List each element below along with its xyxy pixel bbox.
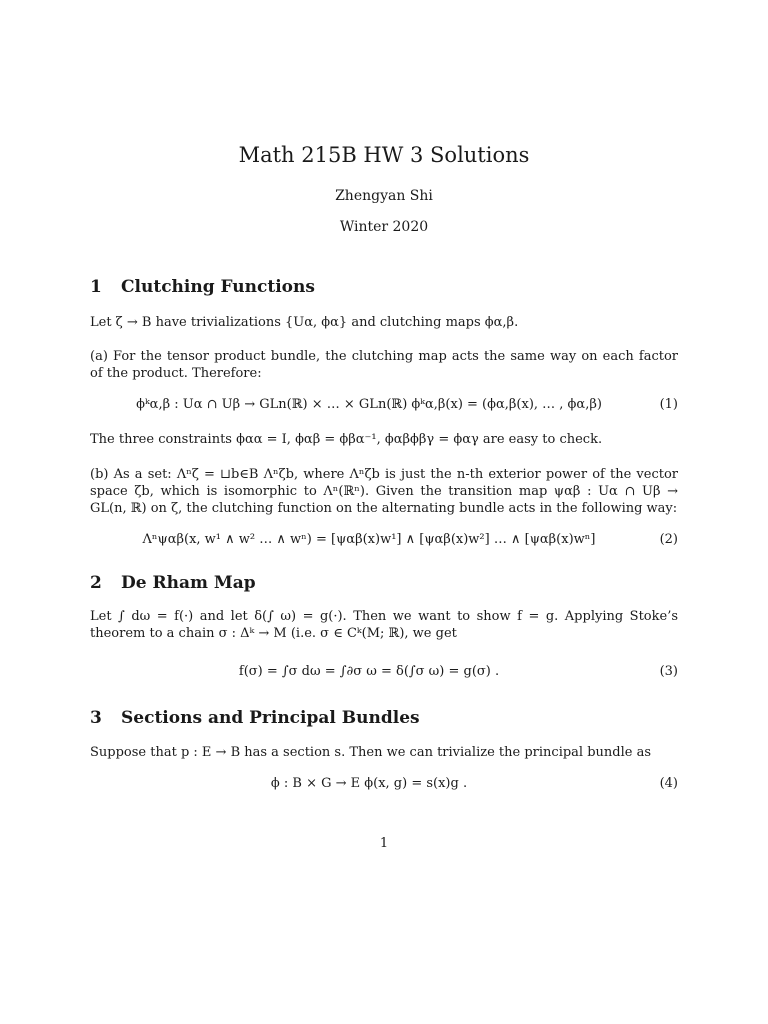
- page-number: 1: [379, 836, 389, 851]
- equation-body: f(σ) = ∫σ dω = ∫∂σ ω = δ(∫σ ω) = g(σ) .: [238, 664, 500, 679]
- equation-tag: (2): [659, 532, 678, 547]
- equation-tag: (4): [659, 776, 678, 791]
- section-number: 2: [90, 573, 102, 593]
- section-title: Sections and Principal Bundles: [121, 708, 420, 728]
- equation-body: ϕ : B × G → E ϕ(x, g) = s(x)g .: [270, 776, 468, 791]
- equation-2: [90, 532, 678, 552]
- paragraph-de-rham: Let ∫ dω = f(·) and let δ(∫ ω) = g(·). Then we want to show f = g. Applying Stoke’s theorem to a chain σ : Δᵏ → M (i.e. σ ∈ Cᵏ(M; ℝ), we get: [90, 609, 678, 641]
- paragraph-alternating-bundle: (b) As a set: Λⁿζ = ⊔b∈B Λⁿζb, where Λⁿζb is just the n-th exterior power of the vector space ζb, which is isomorphic to Λⁿ(ℝⁿ). Given the transition map ψαβ : Uα ∩ Uβ → GL(n, ℝ) on ζ, the clutching function on the alternating bundle acts in the following way:: [90, 467, 678, 516]
- equation-3: [90, 664, 678, 684]
- paragraph-tensor-product: (a) For the tensor product bundle, the clutching map acts the same way on each factor of the product. Therefore:: [90, 349, 678, 381]
- paper-date: Winter 2020: [339, 219, 429, 235]
- equation-body: Λⁿψαβ(x, w¹ ∧ w² … ∧ wⁿ) = [ψαβ(x)w¹] ∧ [ψαβ(x)w²] … ∧ [ψαβ(x)wⁿ]: [142, 532, 596, 547]
- section-heading-3: [90, 708, 420, 728]
- equation-tag: (1): [659, 397, 678, 412]
- section-number: 1: [90, 277, 102, 297]
- equation-4: [90, 776, 678, 796]
- section-title: De Rham Map: [121, 573, 256, 593]
- equation-1: [90, 397, 678, 417]
- author-name: Zhengyan Shi: [335, 188, 433, 204]
- paragraph-trivializations: Let ζ → B have trivializations {Uα, ϕα} and clutching maps ϕα,β.: [90, 315, 519, 330]
- section-title: Clutching Functions: [121, 277, 315, 297]
- paragraph-principal-bundle: Suppose that p : E → B has a section s. Then we can trivialize the principal bundle as: [90, 745, 652, 760]
- paper-title: Math 215B HW 3 Solutions: [238, 143, 530, 167]
- section-heading-1: [90, 277, 315, 297]
- section-number: 3: [90, 708, 102, 728]
- paragraph-constraints: The three constraints ϕαα = I, ϕαβ = ϕβα⁻¹, ϕαβϕβγ = ϕαγ are easy to check.: [90, 432, 603, 447]
- equation-tag: (3): [659, 664, 678, 679]
- equation-body: ϕᵏα,β : Uα ∩ Uβ → GLn(ℝ) × … × GLn(ℝ) ϕᵏα,β(x) = (ϕα,β(x), … , ϕα,β): [136, 397, 602, 412]
- section-heading-2: [90, 573, 256, 593]
